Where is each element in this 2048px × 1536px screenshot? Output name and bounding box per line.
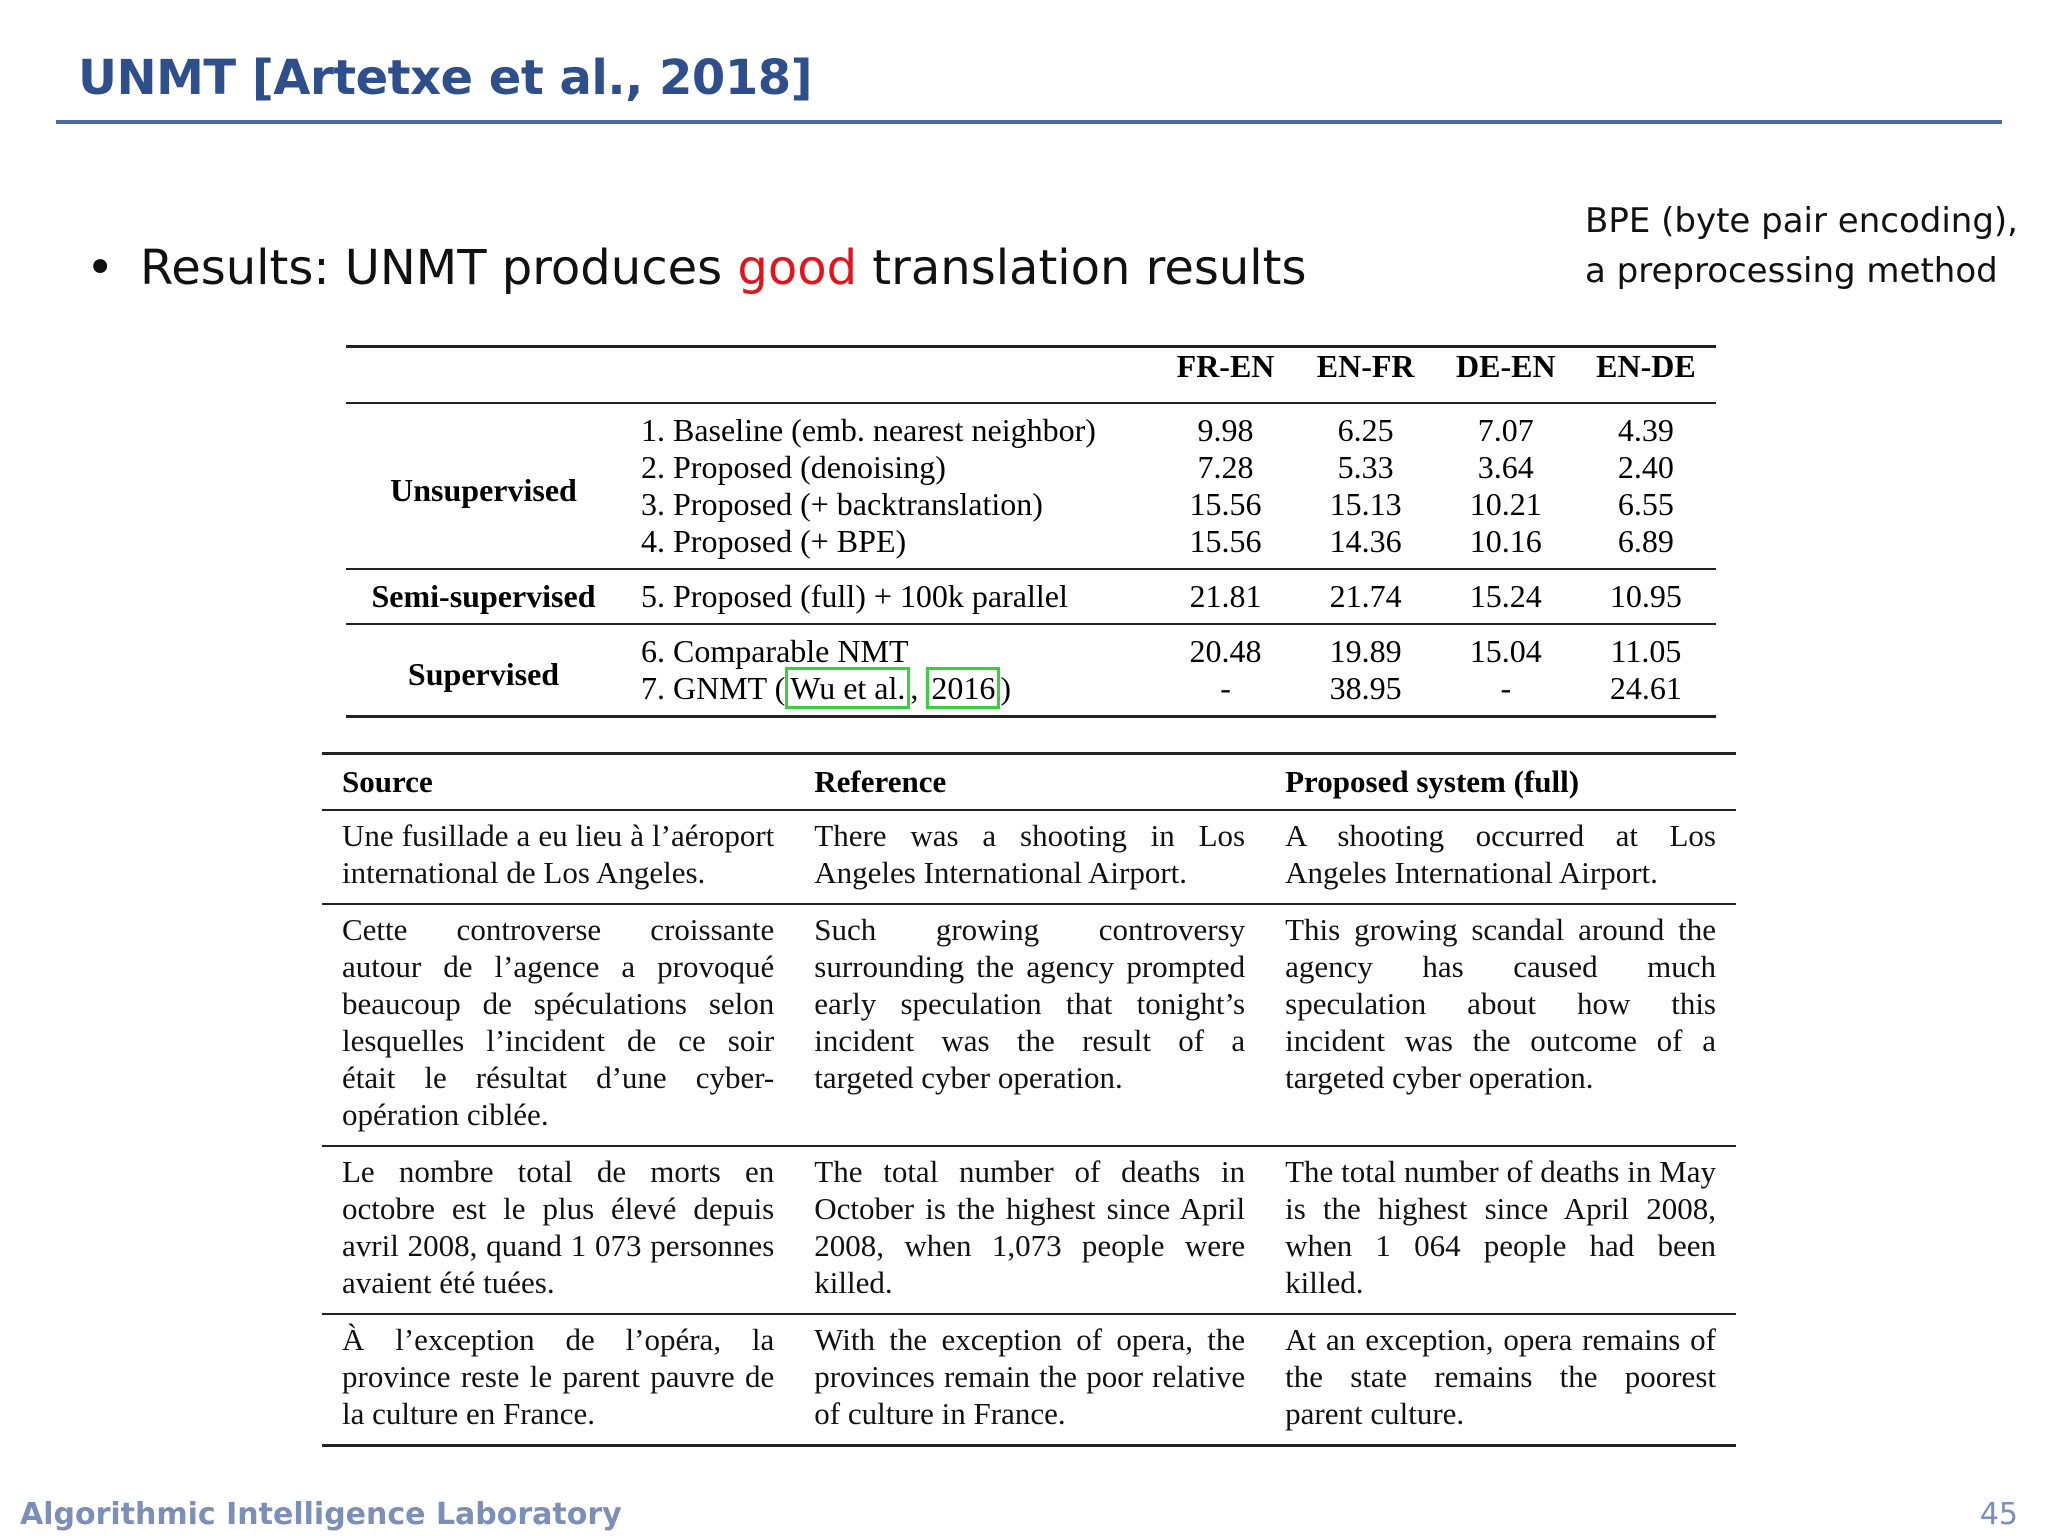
value-cell: 21.74 xyxy=(1296,569,1436,624)
value-cell: - xyxy=(1220,670,1231,706)
results-row xyxy=(346,403,1716,449)
value-cell: 6.89 xyxy=(1617,523,1674,559)
bullet-prefix: Results: UNMT produces xyxy=(140,240,738,296)
example-reference: There was a shooting in Los Angeles International Airport. xyxy=(814,818,1246,890)
method-cell: 4. Proposed (+ BPE) xyxy=(640,523,907,559)
example-proposed: At an exception, opera remains of the state remains the poorest parent culture. xyxy=(1265,1314,1736,1446)
results-header-blank xyxy=(346,347,621,404)
bpe-note-line-2: a preprocessing method xyxy=(1585,251,1998,291)
bullet-dot-icon: • xyxy=(86,240,115,296)
examples-header-proposed: Proposed system (full) xyxy=(1265,754,1736,811)
results-header-en-de: EN-DE xyxy=(1576,347,1716,404)
value-cell: 15.24 xyxy=(1436,569,1576,624)
citation-separator: , xyxy=(910,670,927,706)
slide-title: UNMT [Artetxe et al., 2018] xyxy=(78,50,813,106)
bpe-note-line-1: BPE (byte pair encoding), xyxy=(1585,201,2018,241)
gnmt-method-suffix: ) xyxy=(1000,670,1012,706)
method-cell: 2. Proposed (denoising) xyxy=(640,449,946,485)
value-cell: 14.36 xyxy=(1329,523,1402,559)
results-table xyxy=(346,345,1716,718)
bullet-point xyxy=(86,240,1306,296)
value-cell: 15.56 xyxy=(1189,523,1262,559)
example-row xyxy=(322,810,1736,904)
value-cell: 15.13 xyxy=(1329,486,1402,522)
value-cell: 7.07 xyxy=(1477,412,1534,448)
citation-author-link[interactable]: Wu et al. xyxy=(785,667,910,709)
example-row xyxy=(322,904,1736,1146)
results-header-blank-method xyxy=(621,347,1155,404)
example-source: À l’exception de l’opéra, la province reste le parent pauvre de la culture en France. xyxy=(322,1314,794,1446)
method-cell: 6. Comparable NMT xyxy=(621,624,1155,670)
method-cell: 5. Proposed (full) + 100k parallel xyxy=(621,569,1155,624)
value-cell: 5.33 xyxy=(1337,449,1394,485)
value-cell: 10.21 xyxy=(1469,486,1542,522)
examples-header-reference: Reference xyxy=(794,754,1265,811)
bpe-note xyxy=(1585,196,2025,296)
results-header-fr-en: FR-EN xyxy=(1155,347,1295,404)
value-cell: 21.81 xyxy=(1155,569,1295,624)
value-cell: 38.95 xyxy=(1329,670,1402,706)
example-source: Cette controverse croissante autour de l’agence a provoqué beaucoup de spéculations selon lesquelles l’incident de ce soir était le résultat d’une cyber-opération ciblée. xyxy=(322,904,794,1146)
value-cell: 4.39 xyxy=(1617,412,1674,448)
value-cell: 10.16 xyxy=(1469,523,1542,559)
examples-table xyxy=(322,752,1736,1447)
page-number: 45 xyxy=(1979,1497,2018,1532)
value-cell: 6.55 xyxy=(1617,486,1674,522)
value-cell: 9.98 xyxy=(1197,412,1254,448)
method-cell: 1. Baseline (emb. nearest neighbor) xyxy=(640,412,1096,448)
title-underline xyxy=(56,120,2002,124)
value-cell: 3.64 xyxy=(1477,449,1534,485)
results-header-row xyxy=(346,347,1716,404)
example-source: Une fusillade a eu lieu à l’aéroport international de Los Angeles. xyxy=(342,818,775,890)
example-reference: With the exception of opera, the provinces remain the poor relative of culture in France. xyxy=(794,1314,1265,1446)
group-label-unsupervised: Unsupervised xyxy=(390,471,577,508)
results-header-en-fr: EN-FR xyxy=(1296,347,1436,404)
bullet-suffix: translation results xyxy=(857,240,1307,296)
bullet-highlight: good xyxy=(737,240,858,296)
examples-header-row xyxy=(322,754,1736,811)
example-source: Le nombre total de morts en octobre est le plus élevé depuis avril 2008, quand 1 073 personnes avaient été tuées. xyxy=(322,1146,794,1314)
results-header-de-en: DE-EN xyxy=(1436,347,1576,404)
value-cell: 11.05 xyxy=(1576,624,1716,670)
group-label-semi-supervised: Semi-supervised xyxy=(346,569,621,624)
value-cell: 7.28 xyxy=(1197,449,1254,485)
example-reference: The total number of deaths in October is the highest since April 2008, when 1,073 people were killed. xyxy=(794,1146,1265,1314)
example-row xyxy=(322,1146,1736,1314)
value-cell: 15.04 xyxy=(1436,624,1576,670)
citation-year-link[interactable]: 2016 xyxy=(926,667,1000,709)
example-proposed: A shooting occurred at Los Angeles International Airport. xyxy=(1285,818,1716,890)
footer-lab-name: Algorithmic Intelligence Laboratory xyxy=(20,1497,622,1532)
example-proposed: This growing scandal around the agency has caused much speculation about how this incident was the outcome of a targeted cyber operation. xyxy=(1265,904,1736,1146)
results-row xyxy=(346,569,1716,624)
value-cell: 15.56 xyxy=(1189,486,1262,522)
group-label-supervised: Supervised xyxy=(346,624,621,717)
method-cell: 3. Proposed (+ backtranslation) xyxy=(640,486,1043,522)
value-cell: 24.61 xyxy=(1609,670,1682,706)
example-reference: Such growing controversy surrounding the agency prompted early speculation that tonight’s incident was the result of a targeted cyber operation. xyxy=(794,904,1265,1146)
value-cell: 10.95 xyxy=(1576,569,1716,624)
gnmt-method-prefix: 7. GNMT ( xyxy=(640,670,786,706)
value-cell: 6.25 xyxy=(1337,412,1394,448)
results-row xyxy=(346,624,1716,670)
examples-header-source: Source xyxy=(322,754,794,811)
example-proposed: The total number of deaths in May is the highest since April 2008, when 1 064 people had been killed. xyxy=(1265,1146,1736,1314)
value-cell: 20.48 xyxy=(1155,624,1295,670)
value-cell: - xyxy=(1500,670,1512,706)
method-cell-gnmt xyxy=(621,670,1155,717)
example-row xyxy=(322,1314,1736,1446)
value-cell: 19.89 xyxy=(1296,624,1436,670)
value-cell: 2.40 xyxy=(1617,449,1674,485)
